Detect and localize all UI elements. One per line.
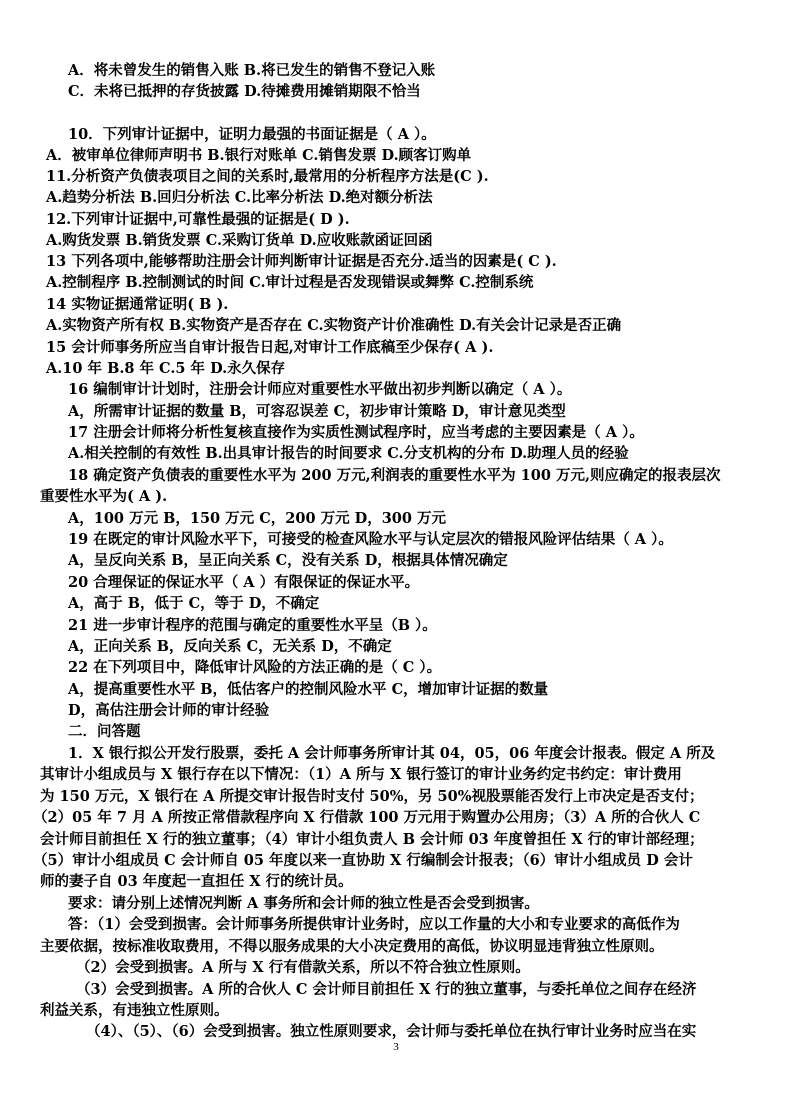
text-line: （2）会受到损害。A 所与 X 行有借款关系，所以不符合独立性原则。 bbox=[76, 959, 530, 976]
question-20: 20 合理保证的保证水平（ A ）有限保证的保证水平。 bbox=[68, 574, 420, 591]
text-line: （4）、（5）、（6）会受到损害。独立性原则要求，会计师与委托单位在执行审计业务时应当在实 bbox=[86, 1023, 697, 1040]
text-line: A，提高重要性水平 B，低估客户的控制风险水平 C，增加审计证据的数量 bbox=[68, 681, 549, 698]
text-line: A，100 万元 B，150 万元 C，200 万元 D，300 万元 bbox=[68, 510, 447, 527]
text-line: 重要性水平为( A ). bbox=[40, 488, 168, 505]
question-10: 10．下列审计证据中，证明力最强的书面证据是（ A ）。 bbox=[68, 126, 436, 143]
text-line: A，高于 B，低于 C，等于 D，不确定 bbox=[68, 595, 320, 612]
answer: 答：（1）会受到损害。会计师事务所提供审计业务时，应以工作量的大小和专业要求的高低作为 bbox=[68, 916, 680, 933]
text-line: 师的妻子自 03 年度起一直担任 X 行的统计员。 bbox=[40, 873, 353, 890]
text-line: 为 150 万元，X 银行在 A 所提交审计报告时支付 50%，另 50%视股票能否发行上市决定是否支付； bbox=[40, 788, 704, 805]
text-line: A，呈反向关系 B，呈正向关系 C，没有关系 D，根据具体情况确定 bbox=[68, 552, 508, 569]
section-heading: 二．问答题 bbox=[68, 723, 141, 740]
question-15: 15 会计师事务所应当自审计报告日起,对审计工作底稿至少保存( A ). bbox=[46, 339, 494, 356]
requirement: 要求：请分别上述情况判断 A 事务所和会计师的独立性是否会受到损害。 bbox=[68, 895, 539, 912]
question-16: 16 编制审计计划时，注册会计师应对重要性水平做出初步判断以确定（ A ）。 bbox=[68, 381, 572, 398]
question-18: 18 确定资产负债表的重要性水平为 200 万元,利润表的重要性水平为 100 万元,则应确定的报表层次 bbox=[68, 467, 721, 484]
text-line: A.实物资产所有权 B.实物资产是否存在 C.实物资产计价准确性 D.有关会计记录是否正确 bbox=[46, 317, 622, 334]
text-line: 利益关系，有违独立性原则。 bbox=[40, 1002, 229, 1019]
question-12: 12.下列审计证据中,可靠性最强的证据是( D ). bbox=[46, 211, 350, 228]
text-line: A.相关控制的有效性 B.出具审计报告的时间要求 C.分支机构的分布 D.助理人员的经验 bbox=[68, 445, 629, 462]
text-line: A．被审单位律师声明书 B.银行对账单 C.销售发票 D.顾客订购单 bbox=[46, 147, 472, 164]
question-21: 21 进一步审计程序的范围与确定的重要性水平呈（B ）。 bbox=[68, 617, 437, 634]
text-line: D，高估注册会计师的审计经验 bbox=[68, 702, 270, 719]
text-line: 会计师目前担任 X 行的独立董事；（4）审计小组负责人 B 会计师 03 年度曾担任 X 行的审计部经理； bbox=[40, 831, 704, 848]
question-11: 11.分析资产负债表项目之间的关系时,最常用的分析程序方法是(C ). bbox=[46, 168, 489, 185]
text-line: A.购货发票 B.销货发票 C.采购订货单 D.应收账款函证回函 bbox=[46, 232, 433, 249]
text-line: A，正向关系 B，反向关系 C，无关系 D，不确定 bbox=[68, 638, 392, 655]
text-line: 其审计小组成员与 X 银行存在以下情况：（1）A 所与 X 银行签订的审计业务约定书约定：审计费用 bbox=[40, 766, 682, 783]
question-19: 19 在既定的审计风险水平下，可接受的检查风险水平与认定层次的错报风险评估结果（ A ）。 bbox=[68, 531, 673, 548]
essay-question-1: 1．X 银行拟公开发行股票，委托 A 会计师事务所审计其 04，05，06 年度会计报表。假定 A 所及 bbox=[68, 745, 716, 762]
text-line: A，所需审计证据的数量 B，可容忍误差 C，初步审计策略 D，审计意见类型 bbox=[68, 403, 566, 420]
question-22: 22 在下列项目中，降低审计风险的方法正确的是（ C ）。 bbox=[68, 659, 442, 676]
question-17: 17 注册会计师将分析性复核直接作为实质性测试程序时，应当考虑的主要因素是（ A ）。 bbox=[68, 424, 644, 441]
text-line: 主要依据，按标准收取费用，不得以服务成果的大小决定费用的高低，协议明显违背独立性原则。 bbox=[40, 938, 664, 955]
question-14: 14 实物证据通常证明( B ). bbox=[46, 296, 229, 313]
text-line: A.控制程序 B.控制测试的时间 C.审计过程是否发现错误或舞弊 C.控制系统 bbox=[46, 274, 534, 291]
text-line: A．将未曾发生的销售入账 B.将已发生的销售不登记入账 bbox=[68, 62, 436, 79]
text-line: A.趋势分析法 B.回归分析法 C.比率分析法 D.绝对额分析法 bbox=[46, 189, 433, 206]
question-13: 13 下列各项中,能够帮助注册会计师判断审计证据是否充分.适当的因素是( C ). bbox=[46, 253, 557, 270]
text-line: （2）05 年 7 月 A 所按正常借款程序向 X 行借款 100 万元用于购置办公用房；（3）A 所的合伙人 C bbox=[33, 809, 701, 826]
page-number: 3 bbox=[393, 1041, 399, 1053]
text-line: （3）会受到损害。A 所的合伙人 C 会计师目前担任 X 行的独立董事，与委托单位之间存在经济 bbox=[76, 981, 697, 998]
text-line: A.10 年 B.8 年 C.5 年 D.永久保存 bbox=[46, 360, 286, 377]
text-line: C．未将已抵押的存货披露 D.待摊费用摊销期限不恰当 bbox=[68, 83, 421, 100]
text-line: （5）审计小组成员 C 会计师自 05 年度以来一直协助 X 行编制会计报表；（6）审计小组成员 D 会计 bbox=[33, 852, 693, 869]
